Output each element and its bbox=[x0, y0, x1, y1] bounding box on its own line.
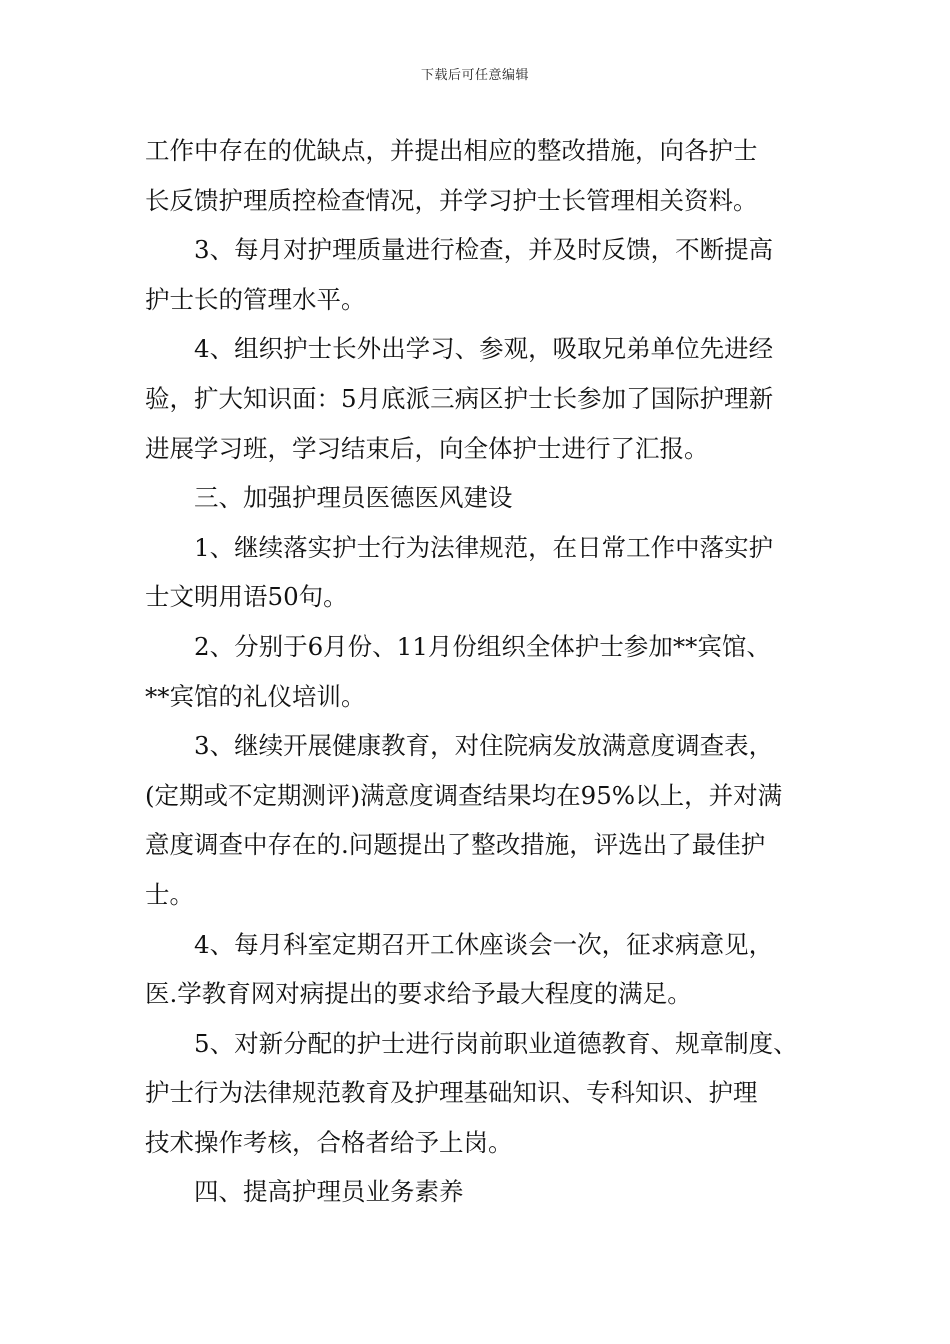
text-line: 护士长的管理水平。 bbox=[145, 284, 366, 314]
paragraph-3 bbox=[145, 324, 810, 473]
text-line: 3、每月对护理质量进行检查，并及时反馈，不断提高 bbox=[194, 235, 774, 265]
text-line: 5、对新分配的护士进行岗前职业道德教育、规章制度、 bbox=[194, 1028, 798, 1058]
text-line: 技术操作考核，合格者给予上岗。 bbox=[145, 1127, 513, 1157]
text-line: 士文明用语50句。 bbox=[145, 582, 348, 612]
text-line: 三、加强护理员医德医风建设 bbox=[194, 483, 513, 513]
section-heading-4 bbox=[145, 1167, 810, 1217]
paragraph-7 bbox=[145, 721, 810, 919]
text-line: 1、继续落实护士行为法律规范，在日常工作中落实护 bbox=[194, 532, 774, 562]
text-line: (定期或不定期测评)满意度调查结果均在95%以上，并对满 bbox=[145, 780, 783, 810]
text-line: 验，扩大知识面：5月底派三病区护士长参加了国际护理新 bbox=[145, 383, 774, 413]
paragraph-6 bbox=[145, 622, 810, 721]
paragraph-1 bbox=[145, 126, 810, 225]
section-heading-3 bbox=[145, 473, 810, 523]
text-line: 工作中存在的优缺点，并提出相应的整改措施，向各护士 bbox=[145, 136, 758, 165]
paragraph-2 bbox=[145, 225, 810, 324]
page-header-note: 下载后可任意编辑 bbox=[420, 68, 529, 83]
text-line: 四、提高护理员业务素养 bbox=[194, 1177, 464, 1207]
text-line: 士。 bbox=[145, 879, 194, 909]
text-line: 意度调查中存在的.问题提出了整改措施，评选出了最佳护 bbox=[145, 830, 766, 860]
text-line: 医.学教育网对病提出的要求给予最大程度的满足。 bbox=[145, 979, 692, 1009]
text-line: 2、分别于6月份、11月份组织全体护士参加**宾馆、 bbox=[194, 631, 771, 661]
text-line: 进展学习班，学习结束后，向全体护士进行了汇报。 bbox=[145, 433, 709, 463]
paragraph-8 bbox=[145, 920, 810, 1019]
paragraph-9 bbox=[145, 1019, 810, 1168]
text-line: 长反馈护理质控检查情况，并学习护士长管理相关资料。 bbox=[145, 185, 758, 215]
text-line: 护士行为法律规范教育及护理基础知识、专科知识、护理 bbox=[145, 1078, 758, 1108]
text-line: 3、继续开展健康教育，对住院病发放满意度调查表， bbox=[194, 731, 774, 761]
text-line: **宾馆的礼仪培训。 bbox=[145, 681, 366, 711]
text-line: 4、每月科室定期召开工休座谈会一次，征求病意见， bbox=[194, 929, 774, 959]
text-line: 4、组织护士长外出学习、参观，吸取兄弟单位先进经 bbox=[194, 334, 774, 364]
document-body bbox=[145, 126, 810, 1217]
paragraph-5 bbox=[145, 523, 810, 622]
